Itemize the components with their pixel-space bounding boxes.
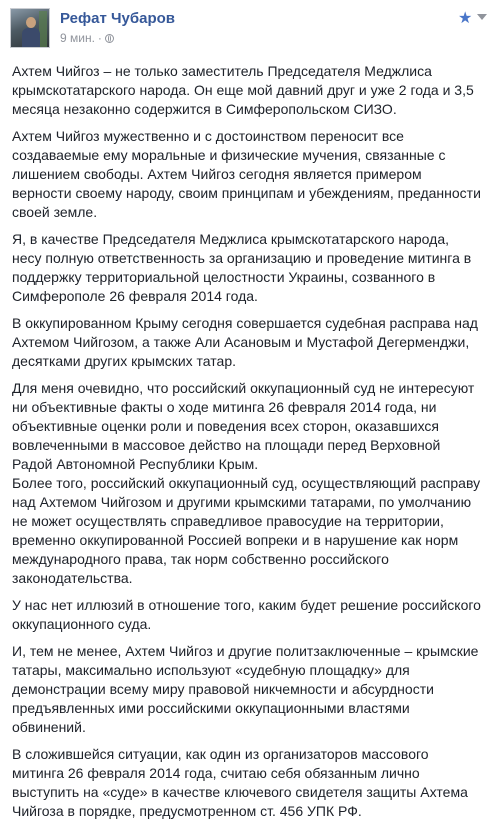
avatar-head-shape xyxy=(26,17,36,28)
star-icon[interactable]: ★ xyxy=(458,10,473,27)
meta-separator: · xyxy=(97,31,102,45)
post-paragraph-2: Ахтем Чийгоз мужественно и с достоинством переносит все создаваемые ему моральные и физические мучения, связанные с лишением свободы. Ахтем Чийгоз сегодня является примером верности своему народу, своим принципам и убеждениям, преданности своей земле. xyxy=(12,128,481,220)
avatar-body-shape xyxy=(22,28,40,48)
chevron-down-icon[interactable] xyxy=(477,14,487,20)
author-name-link[interactable]: Рефат Чубаров xyxy=(60,10,175,27)
post-paragraph-5: Для меня очевидно, что российский оккупационный суд не интересуют ни объективные факты о ходе митинга 26 февраля 2014 года, ни объективные оценки роли и поведения всех сторон, оказавшихся вовлеченными в массовое действо на площади перед Верховной Радой Автономной Республики Крым. xyxy=(12,380,475,472)
post-paragraph-6: Более того, российский оккупационный суд, осуществляющий расправу над Ахтемом Чийгозом и другими крымскими татарами, по умолчанию не может осуществлять справедливое правосудие на территории, временно оккупированной Россией вопреки и в нарушение как норм международного права, так норм собственно российского законодательства. xyxy=(12,475,481,586)
author-avatar[interactable] xyxy=(10,8,50,48)
post-paragraph-7: У нас нет иллюзий в отношение того, каким будет решение российского оккупационного суда. xyxy=(12,597,481,632)
globe-icon[interactable] xyxy=(105,34,114,43)
post-paragraph-3: Я, в качестве Председателя Меджлиса крымскотатарского народа, несу полную ответственность за организацию и проведение митинга в поддержку территориальной целостности Украины, созванного в Симферополе 26 февраля 2014 года. xyxy=(12,231,472,304)
post-paragraph-1: Ахтем Чийгоз – не только заместитель Председателя Меджлиса крымскотатарского народа. Он еще мой давний друг и уже 2 года и 3,5 месяца незаконно содержится в Симферопольском СИЗО. xyxy=(12,63,474,117)
post-paragraph-9: В сложившейся ситуации, как один из организаторов массового митинга 26 февраля 2014 года, считаю себя обязанным лично выступить на «суде» в качестве ключевого свидетеля защиты Ахтема Чийгоза в порядке, предусмотренном ст. 456 УПК РФ. xyxy=(12,746,468,819)
post-paragraph-4: В оккупированном Крыму сегодня совершается судебная расправа над Ахтемом Чийгозом, а также Али Асановым и Мустафой Дегерменджи, десятками других крымских татар. xyxy=(12,315,478,369)
post-paragraph-8: И, тем не менее, Ахтем Чийгоз и другие политзаключенные – крымские татары, максимально используют «судебную площадку» для демонстрации всему миру правовой никчемности и абсурдности предъявленных ими российскими оккупационными властями обвинений. xyxy=(12,643,479,735)
post-timestamp-link[interactable]: 9 мин. xyxy=(60,31,95,45)
post-body xyxy=(12,62,482,829)
post-meta xyxy=(60,31,114,45)
avatar-background-shape xyxy=(39,11,47,47)
post-header xyxy=(10,8,483,56)
